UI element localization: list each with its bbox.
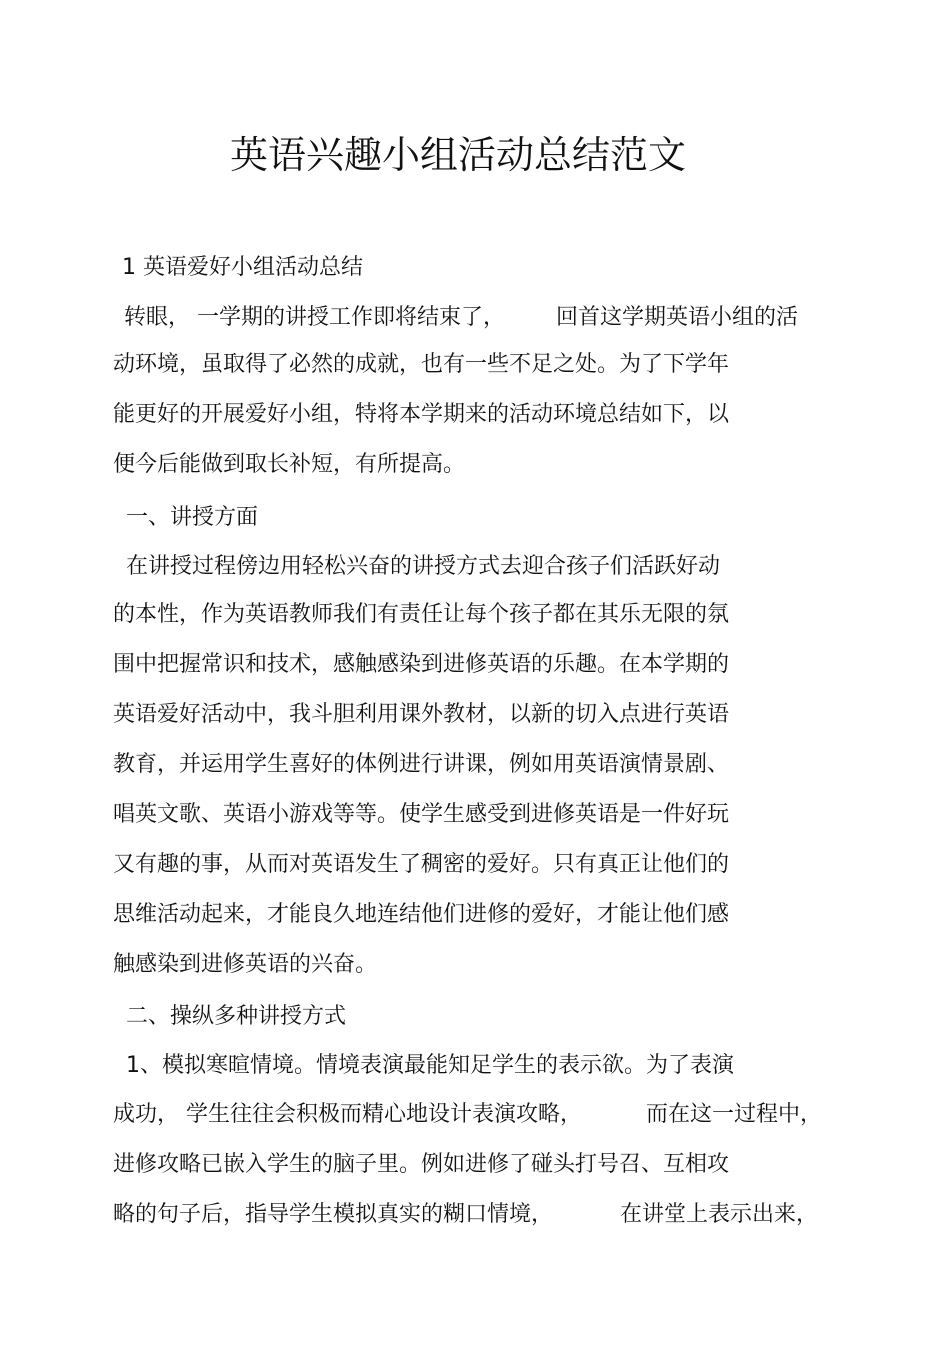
paragraph-line: 1、模拟寒暄情境。情境表演最能知足学生的表示欲。为了表演 <box>126 1053 734 1078</box>
paragraph-line: 又有趣的事，从而对英语发生了稠密的爱好。只有真正让他们的 <box>113 852 730 877</box>
paragraph-line: 能更好的开展爱好小组，特将本学期来的活动环境总结如下，以 <box>113 402 730 427</box>
paragraph-line: 教育，并运用学生喜好的体例进行讲课，例如用英语演情景剧、 <box>113 752 730 777</box>
paragraph-line: 而在这一过程中， <box>646 1102 823 1127</box>
paragraph-line: 成功， 学生往往会积极而精心地设计表演攻略， <box>113 1102 582 1127</box>
section-heading-1: 1 英语爱好小组活动总结 <box>122 255 363 280</box>
paragraph-line: 触感染到进修英语的兴奋。 <box>113 952 378 977</box>
paragraph-line: 动环境，虽取得了必然的成就，也有一些不足之处。为了下学年 <box>113 352 730 377</box>
paragraph-line: 略的句子后，指导学生模拟真实的糊口情境， <box>113 1202 554 1227</box>
paragraph-line: 唱英文歌、英语小游戏等等。使学生感受到进修英语是一件好玩 <box>113 802 730 827</box>
document-title: 英语兴趣小组活动总结范文 <box>229 133 686 177</box>
paragraph-line: 英语爱好活动中，我斗胆利用课外教材，以新的切入点进行英语 <box>113 702 730 727</box>
paragraph-line: 在讲堂上表示出来， <box>620 1202 819 1227</box>
section-heading-2: 一、讲授方面 <box>126 505 259 530</box>
paragraph-line: 转眼， 一学期的讲授工作即将结束了， <box>124 305 505 330</box>
paragraph-line: 的本性，作为英语教师我们有责任让每个孩子都在其乐无限的氛 <box>113 602 730 627</box>
paragraph-line: 回首这学期英语小组的活 <box>556 305 799 330</box>
paragraph-line: 进修攻略已嵌入学生的脑子里。例如进修了碰头打号召、互相攻 <box>113 1152 730 1177</box>
paragraph-line: 在讲授过程傍边用轻松兴奋的讲授方式去迎合孩子们活跃好动 <box>126 554 721 579</box>
paragraph-line: 围中把握常识和技术，感触感染到进修英语的乐趣。在本学期的 <box>113 652 730 677</box>
section-heading-3: 二、操纵多种讲授方式 <box>126 1004 347 1029</box>
paragraph-line: 思维活动起来，才能良久地连结他们进修的爱好，才能让他们感 <box>113 902 730 927</box>
paragraph-line: 便今后能做到取长补短，有所提高。 <box>113 452 466 477</box>
